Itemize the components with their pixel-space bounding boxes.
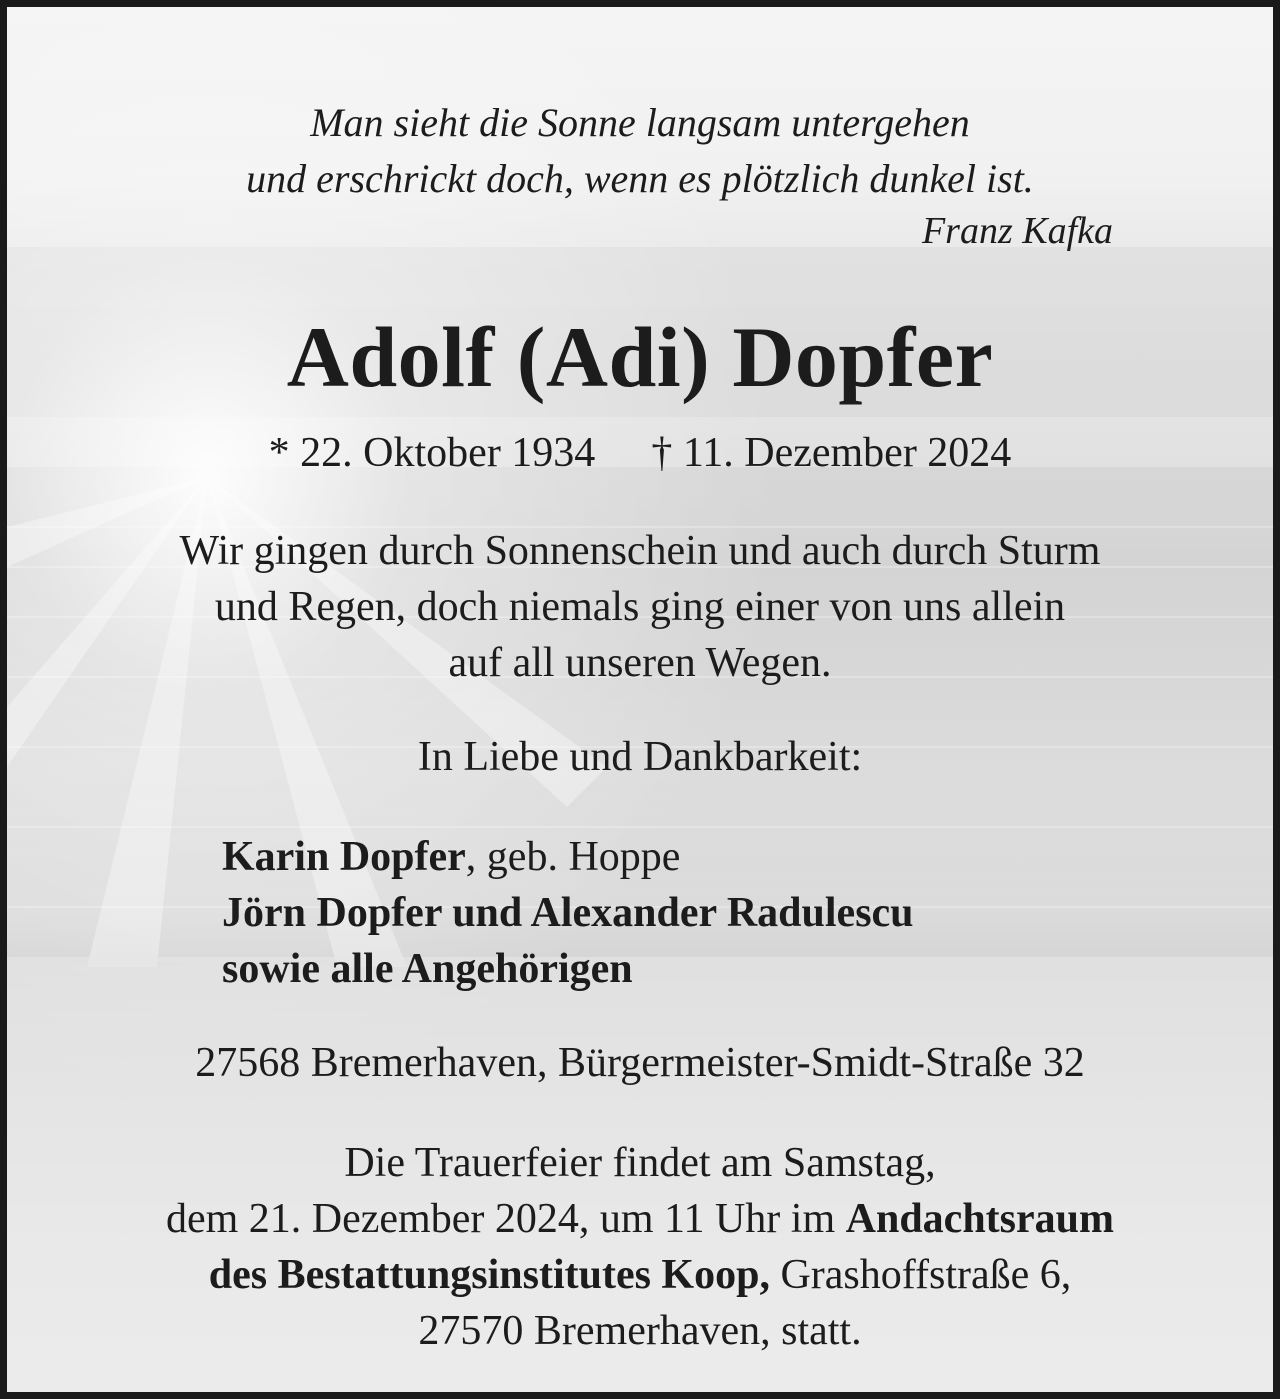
poem-line-2: und Regen, doch niemals ging einer von uns allein: [214, 584, 1066, 630]
funeral-line-1: Die Trauerfeier findet am Samstag,: [344, 1140, 936, 1186]
poem-line-3: auf all unseren Wegen.: [448, 640, 832, 686]
funeral-venue-2: des Bestattungsinstitutes Koop,: [208, 1252, 770, 1298]
mourner-1: [222, 829, 914, 885]
birth-date: * 22. Oktober 1934: [268, 430, 596, 476]
mourner-1-suffix: , geb. Hoppe: [465, 834, 681, 880]
quote-line-2: und erschrickt doch, wenn es plötzlich dunkel ist.: [246, 156, 1034, 201]
funeral-info: [7, 1135, 1273, 1359]
deceased-name: Adolf (Adi) Dopfer: [286, 309, 994, 405]
thanks-heading: In Liebe und Dankbarkeit:: [417, 734, 863, 780]
mourner-3: sowie alle Angehörigen: [222, 946, 633, 992]
poem: [7, 523, 1273, 691]
funeral-line-4: 27570 Bremerhaven, statt.: [418, 1308, 862, 1354]
family-address: 27568 Bremerhaven, Bürgermeister-Smidt-Straße 32: [195, 1040, 1085, 1086]
quote-line-1: Man sieht die Sonne langsam untergehen: [310, 100, 970, 145]
mourner-2: Jörn Dopfer und Alexander Radulescu: [222, 890, 914, 936]
funeral-street: Grashoffstraße 6,: [769, 1252, 1072, 1298]
notice-content: [7, 7, 1273, 1392]
obituary-notice: [7, 7, 1273, 1392]
mourners-list: [222, 829, 914, 997]
funeral-venue-1: Andachtsraum: [845, 1196, 1114, 1242]
funeral-line-3: [7, 1247, 1273, 1303]
quote-author: Franz Kafka: [921, 210, 1113, 252]
funeral-line-2-text: dem 21. Dezember 2024, um 11 Uhr im: [165, 1196, 846, 1242]
mourner-1-name: Karin Dopfer: [222, 834, 466, 880]
funeral-line-2: [7, 1191, 1273, 1247]
poem-line-1: Wir gingen durch Sonnenschein und auch durch Sturm: [179, 528, 1101, 574]
life-dates: [7, 425, 1273, 481]
death-date: † 11. Dezember 2024: [651, 430, 1012, 476]
